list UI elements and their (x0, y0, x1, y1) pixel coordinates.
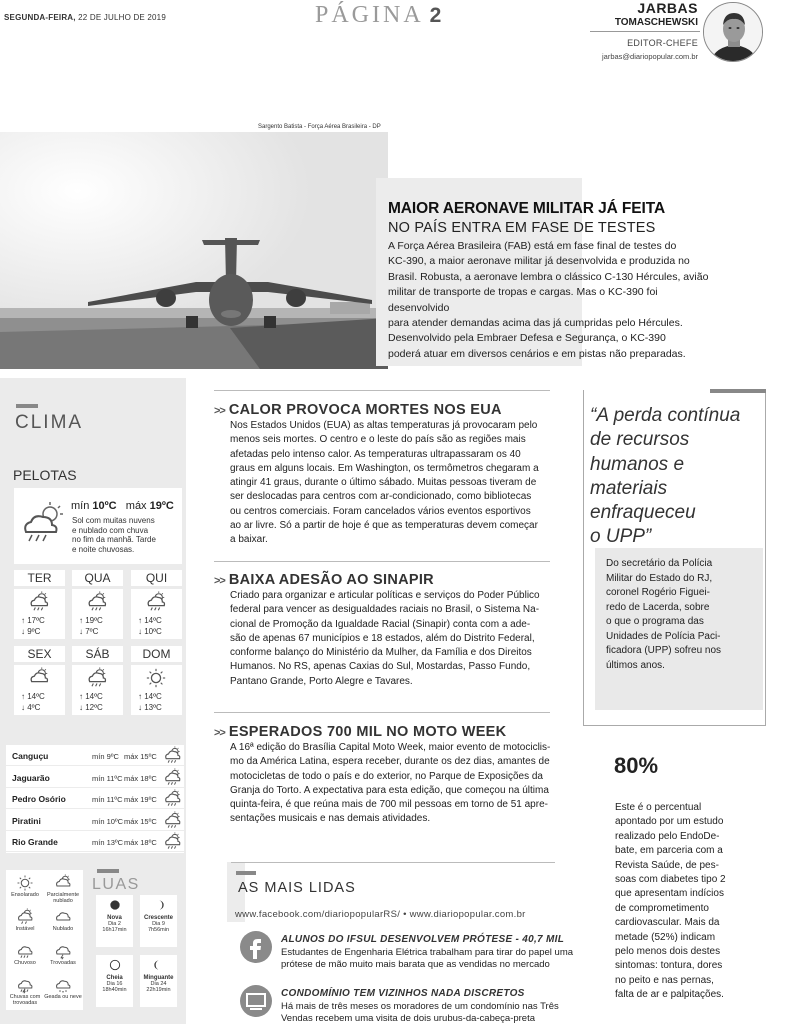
day-forecast (72, 665, 123, 715)
city-name: Rio Grande (12, 837, 58, 847)
moons-title: LUAS (92, 876, 140, 893)
rain-cloud-icon (28, 591, 50, 615)
city-name: Canguçu (12, 751, 49, 761)
day-min: ↓ 10ºC (138, 627, 162, 636)
rain-cloud-icon (163, 811, 182, 832)
section-dash (16, 404, 38, 408)
city-max: máx 19ºC (124, 795, 157, 804)
crescent-moon-icon (140, 895, 177, 915)
day-name: QUI (131, 570, 182, 586)
day-name: TER (14, 570, 65, 586)
rain-cloud-icon (163, 768, 182, 789)
city-row (6, 767, 184, 788)
article-divider (214, 712, 550, 713)
city-name: Piratini (12, 815, 41, 826)
city-max: máx 18ºC (124, 838, 157, 847)
city-min: mín 9ºC (92, 752, 119, 761)
rain-cloud-icon (163, 789, 182, 810)
city-name: Jaguarão (12, 772, 50, 783)
day-max: ↑ 14ºC (138, 692, 162, 701)
legend-item: Nublado (44, 908, 82, 932)
day-max: ↑ 14ºC (138, 616, 162, 625)
sun-icon (145, 667, 167, 691)
snow-icon (44, 976, 82, 994)
waning-moon-icon (140, 955, 177, 975)
rain-cloud-icon (86, 667, 108, 691)
article-body-sinapir: Criado para organizar e articular políticas e serviços do Poder Público federal para vencer as desigualdades raciais no Brasil, o Sistema Na- cional de Promoção da Igualdade Racial (Sinapir) conta com a ade- são de apenas 67 municípios e 18 estados, além do Distrito Federal, conforme balanço do Ministério da Mulher, da Família e dos Direitos Humanos. No RS, apenas Caxias do Sul, Mostardas, Passo Fundo, Pantano Grande, Porto Alegre e Tavares. (230, 590, 540, 687)
article-body-heat: Nos Estados Unidos (EUA) as altas temperaturas já provocaram pelo menos seis mortes. O centro e o leste do país são as regiões mais afetadas pelo intenso calor. As temperaturas ultrapassaram os 40 graus em alguns locais. Em Washington, os termômetros chegaram a atingir 41 graus, durante o último sábado. Muitas pessoas tiveram de ser deslocadas para centros com ar-condicionado, como bibliotecas ou centros comerciais. Foram cancelados vários eventos esportivos ao ar livre. Só a partir de hoje é que as temperaturas devem começar a baixar. (230, 420, 539, 546)
day-min: ↓ 9ºC (21, 627, 41, 636)
author-email[interactable]: jarbas@diariopopular.com.br (602, 52, 698, 61)
day-max: ↑ 19ºC (79, 616, 103, 625)
legend-item: Parcialmente nublado (44, 874, 82, 904)
day-min: ↓ 12ºC (79, 703, 103, 712)
most-read-title: AS MAIS LIDAS (238, 880, 356, 896)
day-forecast (72, 589, 123, 639)
legend-item: Instável (6, 908, 44, 932)
day-min: ↓ 4ºC (21, 703, 41, 712)
article-title-heat: >> CALOR PROVOCA MORTES NOS EUA (214, 402, 502, 418)
page-date: SEGUNDA-FEIRA, 22 DE JULHO DE 2019 (4, 13, 166, 22)
rain-cloud-icon (163, 832, 182, 853)
partly-cloudy-icon (28, 667, 50, 691)
today-min-max: mín 10ºC máx 19ºC (71, 500, 174, 512)
new-moon-icon (96, 895, 133, 915)
city-max: máx 15ºC (124, 816, 157, 826)
day-name: QUA (72, 570, 123, 586)
city-min: mín 13ºC (92, 838, 124, 847)
day-name: SÁB (72, 646, 123, 662)
day-forecast (14, 589, 65, 639)
author-last-name: TOMASCHEWSKI (614, 17, 698, 28)
day-max: ↑ 17ºC (21, 616, 45, 625)
rain-cloud-icon (86, 591, 108, 615)
legend-item: Geada ou neve (44, 976, 82, 1000)
rain-cloud-icon (20, 502, 68, 549)
most-read-links[interactable]: www.facebook.com/diariopopularRS/ • www.diariopopular.com.br (235, 909, 526, 920)
day-forecast (131, 589, 182, 639)
article-title-sinapir: >> BAIXA ADESÃO AO SINAPIR (214, 572, 434, 588)
author-first-name: JARBAS (637, 0, 698, 16)
legend-item: Chuvoso (6, 942, 44, 966)
computer-icon[interactable] (240, 985, 272, 1017)
day-name: DOM (131, 646, 182, 662)
city-row (6, 788, 184, 809)
weather-legend (6, 870, 83, 1010)
quote-accent (710, 389, 766, 393)
article-body-motoweek: A 16ª edição do Brasília Capital Moto Week, maior evento de motociclis- mo da América Latina, espera receber, durante os dez dias, amantes de motocicletas de todo o país e do exterior, no Parque de Exposições da Granja do Torto. A expectativa para esta edição, que começou na última quinta-feira, é que reúna mais de 700 mil pessoas em torno de 51 apre- sentações musicais e nas demais atividades. (230, 742, 551, 825)
day-forecast (131, 665, 182, 715)
hero-subheadline: NO PAÍS ENTRA EM FASE DE TESTES (388, 220, 656, 236)
most-read-divider (231, 862, 555, 863)
rain-storm-icon (6, 976, 44, 994)
rain-icon (6, 942, 44, 960)
rain-cloud-icon (163, 746, 182, 767)
legend-item: Ensolarado (6, 874, 44, 898)
author-avatar (703, 2, 763, 62)
moon-phase: Cheia Dia 16 18h40min (96, 955, 133, 1007)
city-row (6, 831, 184, 852)
day-min: ↓ 7ºC (79, 627, 99, 636)
moon-phase: Nova Dia 2 16h17min (96, 895, 133, 947)
city-min: mín 10ºC (92, 816, 124, 826)
stat-value: 80% (614, 753, 659, 778)
section-dash (97, 869, 119, 873)
city-name: Pedro Osório (12, 794, 66, 804)
city-min: mín 11ºC (92, 773, 123, 783)
photo-credit: Sargento Batista - Força Aérea Brasileira - DP (258, 124, 381, 130)
author-role: EDITOR-CHEFE (627, 38, 698, 48)
moon-phase: Minguante Dia 24 22h19min (140, 955, 177, 1007)
article-title-motoweek: >> ESPERADOS 700 MIL NO MOTO WEEK (214, 724, 507, 740)
city-min: mín 11ºC (92, 795, 123, 804)
hero-body: A Força Aérea Brasileira (FAB) está em fase final de testes do KC-390, a maior aeronave militar já desenvolvida e produzida no Brasil. Robusta, a aeronave lembra o clássico C-130 Hércules, avião militar de transporte de tropas e cargas. Mas o KC-390 foi desenvolvido para atender demandas acima das já cumpridas pelo Hércules. Desenvolvido pela Embraer Defesa e Segurança, o KC-390 poderá atuar em diversos cenários e em pistas não preparadas. (388, 240, 709, 360)
moon-phase: Crescente Dia 9 7h56min (140, 895, 177, 947)
page-number: PÁGINA 2 (315, 2, 442, 28)
city-row (6, 810, 184, 831)
legend-item: Trovoadas (44, 942, 82, 966)
city-max: máx 15ºC (124, 752, 157, 761)
storm-icon (44, 942, 82, 960)
quote-source: Do secretário da Polícia Militar do Estado do RJ, coronel Rogério Figuei- redo de Lacerda, sobre o que o programa das Unidades de Polícia Paci- ficadora (UPP) sofreu nos últimos anos. (606, 558, 722, 671)
weather-title: CLIMA (15, 412, 84, 433)
header-divider (590, 31, 700, 32)
day-max: ↑ 14ºC (79, 692, 103, 701)
aircraft-photo (0, 132, 388, 369)
today-forecast-card (14, 488, 182, 564)
day-forecast (14, 665, 65, 715)
partly-cloudy-icon (44, 874, 82, 892)
city-max: máx 18ºC (124, 773, 157, 783)
hero-article (388, 200, 718, 362)
rain-cloud-icon (145, 591, 167, 615)
legend-item: Chuvas com trovoadas (6, 976, 44, 1006)
day-name: SEX (14, 646, 65, 662)
day-min: ↓ 13ºC (138, 703, 162, 712)
day-max: ↑ 14ºC (21, 692, 45, 701)
sun-icon (6, 874, 44, 892)
unstable-icon (6, 908, 44, 926)
article-divider (214, 561, 550, 562)
most-read-item-1[interactable]: ALUNOS DO IFSUL DESENVOLVEM PRÓTESE - 40,7 MIL Estudantes de Engenharia Elétrica trabalham para tirar do papel uma prótese de mão muito mais barata que as vendidas no mercado (281, 934, 574, 970)
section-dash (236, 871, 256, 875)
most-read-item-2[interactable]: CONDOMÍNIO TEM VIZINHOS NADA DISCRETOS Há mais de três meses os moradores de um condomínio nas Três Vendas recebem uma visita de dois urubus-da-cabeça-preta (281, 988, 559, 1024)
full-moon-icon (96, 955, 133, 975)
today-description: Sol com muitas nuvens e nublado com chuva no fim da manhã. Tarde e noite chuvosas. (72, 516, 156, 554)
facebook-icon[interactable] (240, 931, 272, 963)
article-divider (214, 390, 550, 391)
hero-headline: MAIOR AERONAVE MILITAR JÁ FEITA (388, 200, 666, 217)
cloud-icon (44, 908, 82, 926)
regional-cities-table (6, 745, 184, 853)
quote-text: “A perda contínua de recursos humanos e materiais enfraqueceu o UPP” (590, 405, 741, 548)
stat-description: Este é o percentual apontado por um estudo realizado pelo EndoDe- bate, em parceria com a Revista Saúde, de pes- soas com diabetes tipo 2 que apresentam indícios de comprometimento cardiovascular. Mais da metade (52%) indicam pelo menos dois destes sintomas: tontura, dores no peito e nas pernas, falta de ar e palpitações. (615, 802, 726, 1001)
city-row (6, 745, 184, 766)
weather-city: PELOTAS (13, 467, 77, 483)
